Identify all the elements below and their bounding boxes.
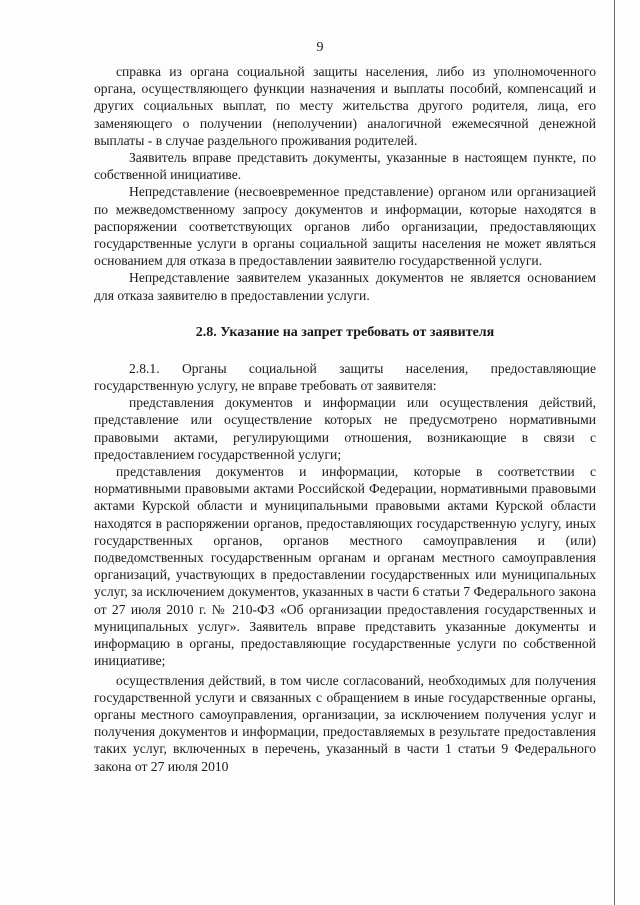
paragraph: Заявитель вправе представить документы, указанные в настоящем пункте, по собственной инициативе. bbox=[94, 150, 596, 183]
list-item: осуществления действий, в том числе согласований, необходимых для получения государственной услуги и связанных с обращением в иные государственные органы, органы местного самоуправления, организации, за исключением получения услуг и получения документов и информации, предоставляемых в результате предоставления таких услуг, включенных в перечень, указанный в части 1 статьи 9 Федерального закона от 27 июля 2010 bbox=[94, 672, 596, 774]
document-body bbox=[94, 63, 596, 775]
page-number: 9 bbox=[316, 40, 324, 55]
page-edge-line bbox=[614, 0, 615, 905]
paragraph: Непредставление заявителем указанных документов не является основанием для отказа заявителю в предоставлении услуги. bbox=[94, 270, 596, 303]
section-heading: 2.8. Указание на запрет требовать от заявителя bbox=[195, 324, 495, 340]
list-item: представления документов и информации, которые в соответствии с нормативными правовыми актами Российской Федерации, нормативными правовыми актами Курской области и муниципальными правовыми актами Курской области находятся в распоряжении органов, предоставляющих государственную услугу, иных государственных органов, органов местного самоуправления и (или) подведомственных государственным органам и органам местного самоуправления организаций, участвующих в предоставлении государственных или муниципальных услуг, за исключением документов, указанных в части 6 статьи 7 Федерального закона от 27 июля 2010 г. № 210-ФЗ «Об организации предоставления государственных и муниципальных услуг». Заявитель вправе представить указанные документы и информацию в органы, предоставляющие государственные услуги по собственной инициативе; bbox=[94, 464, 596, 669]
paragraph: Непредставление (несвоевременное представление) органом или организацией по межведомственному запросу документов и информации, которые находятся в распоряжении соответствующих органов либо организации, предоставляющих государственные услуги в органы социальной защиты населения не может являться основанием для отказа в предоставлении заявителю государственной услуги. bbox=[94, 184, 596, 269]
paragraph: справка из органа социальной защиты населения, либо из уполномоченного органа, осуществляющего функции назначения и выплаты пособий, компенсаций и других социальных выплат, по месту жительства другого родителя, лица, его заменяющего о получении (неполучении) аналогичной ежемесячной денежной выплаты - в случае раздельного проживания родителей. bbox=[94, 64, 596, 148]
paragraph: 2.8.1. Органы социальной защиты населения, предоставляющие государственную услугу, не вправе требовать от заявителя: bbox=[94, 360, 596, 394]
list-item: представления документов и информации или осуществления действий, представление или осуществление которых не предусмотрено нормативными правовыми актами, регулирующими отношения, возникающие в связи с предоставлением государственной услуги; bbox=[94, 395, 596, 462]
